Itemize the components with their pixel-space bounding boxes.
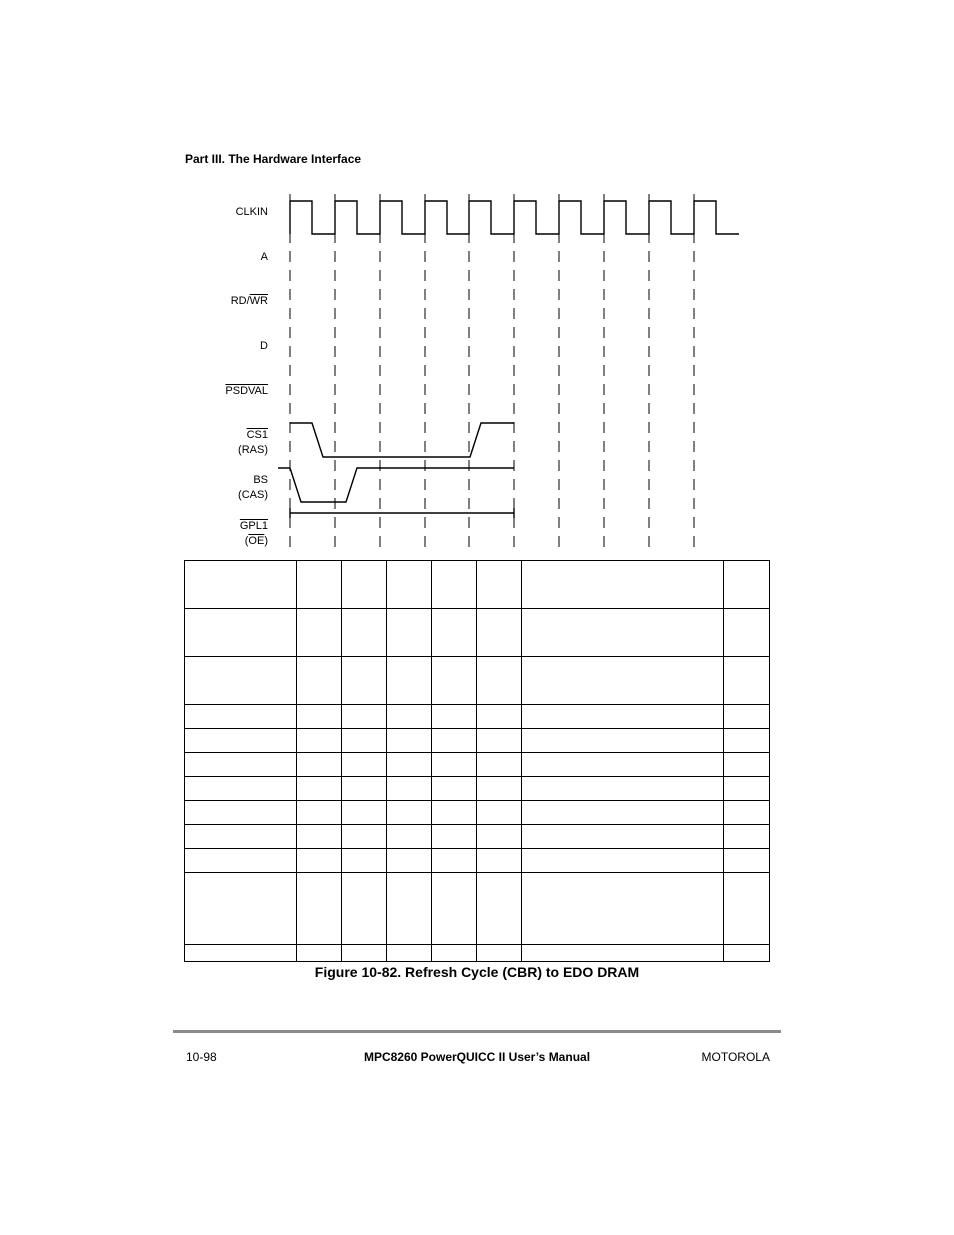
edge-markers (290, 194, 694, 550)
table-cell (477, 609, 522, 657)
figure-caption: Figure 10-82. Refresh Cycle (CBR) to EDO DRAM (314, 964, 640, 980)
table-cell (185, 561, 297, 609)
table-cell (342, 705, 387, 729)
table-cell (297, 873, 342, 945)
table-cell (387, 561, 432, 609)
table-cell (297, 705, 342, 729)
table-row (185, 561, 770, 609)
table-cell (522, 873, 724, 945)
table-cell (477, 849, 522, 873)
table-row (185, 873, 770, 945)
table-cell (432, 873, 477, 945)
table-cell (387, 825, 432, 849)
table-cell (297, 729, 342, 753)
table-cell (387, 729, 432, 753)
table-cell (724, 753, 770, 777)
table-cell (342, 729, 387, 753)
table-row (185, 945, 770, 962)
table-cell (432, 705, 477, 729)
table-cell (432, 753, 477, 777)
table-cell (185, 945, 297, 962)
table-cell (724, 873, 770, 945)
cs1-waveform (290, 423, 514, 457)
table-cell (724, 705, 770, 729)
table-cell (387, 873, 432, 945)
table-cell (342, 657, 387, 705)
bs-waveform (278, 468, 514, 502)
table-cell (297, 945, 342, 962)
signal-label-rd-wr: $RD/\overline{WR}$ (230, 295, 268, 307)
table-cell (432, 945, 477, 962)
table-cell (522, 801, 724, 825)
signal-label-cs1: CS1 (RAS) (238, 429, 268, 456)
table-cell (297, 825, 342, 849)
table-row (185, 801, 770, 825)
table-cell (185, 609, 297, 657)
table-cell (724, 801, 770, 825)
table-cell (522, 609, 724, 657)
table-cell (342, 825, 387, 849)
table-cell (724, 777, 770, 801)
timing-table (184, 560, 770, 962)
table-row (185, 609, 770, 657)
table-cell (297, 561, 342, 609)
table-cell (185, 849, 297, 873)
section-header: Part III. The Hardware Interface (185, 152, 362, 166)
table-cell (185, 825, 297, 849)
signal-label-clkin: CLKIN (235, 206, 268, 218)
page-number: 10-98 (186, 1050, 217, 1064)
signal-label-gpl1: GPL1 $(\overline{OE})$ (239, 520, 268, 547)
table-cell (297, 801, 342, 825)
table-cell (724, 657, 770, 705)
table-cell (477, 945, 522, 962)
timing-diagram (0, 0, 954, 560)
table-cell (185, 753, 297, 777)
table-cell (432, 825, 477, 849)
signal-label-psdval: PSDVAL (225, 385, 268, 397)
table-row (185, 657, 770, 705)
table-cell (297, 849, 342, 873)
table-cell (724, 729, 770, 753)
table-cell (432, 849, 477, 873)
table-cell (297, 657, 342, 705)
table-cell (477, 825, 522, 849)
table-cell (387, 705, 432, 729)
table-cell (477, 561, 522, 609)
footer-rule (173, 1030, 781, 1033)
clkin-waveform (290, 201, 739, 234)
table-cell (297, 753, 342, 777)
table-cell (477, 729, 522, 753)
table-cell (724, 561, 770, 609)
table-cell (185, 777, 297, 801)
table-cell (387, 753, 432, 777)
table-row (185, 705, 770, 729)
manual-title: MPC8260 PowerQUICC II User’s Manual (363, 1050, 591, 1064)
table-cell (477, 753, 522, 777)
table-cell (522, 777, 724, 801)
table-cell (297, 609, 342, 657)
table-cell (522, 753, 724, 777)
table-cell (432, 729, 477, 753)
signal-label-bs: BS (CAS) (238, 474, 268, 501)
table-cell (724, 849, 770, 873)
table-cell (477, 777, 522, 801)
table-cell (342, 753, 387, 777)
table-cell (387, 801, 432, 825)
table-cell (477, 705, 522, 729)
table-cell (522, 657, 724, 705)
table-cell (724, 945, 770, 962)
table-cell (297, 777, 342, 801)
table-cell (185, 657, 297, 705)
table-cell (432, 561, 477, 609)
table-cell (185, 801, 297, 825)
table-cell (724, 825, 770, 849)
table-row (185, 753, 770, 777)
table-cell (477, 873, 522, 945)
table-cell (342, 609, 387, 657)
table-cell (477, 801, 522, 825)
table-cell (522, 705, 724, 729)
table-cell (185, 873, 297, 945)
table-cell (477, 657, 522, 705)
table-cell (387, 777, 432, 801)
table-cell (432, 609, 477, 657)
timing-table-body (185, 561, 770, 962)
table-cell (342, 777, 387, 801)
signal-label-a: A (260, 251, 268, 263)
table-cell (522, 729, 724, 753)
table-row (185, 777, 770, 801)
table-cell (387, 657, 432, 705)
table-cell (387, 609, 432, 657)
table-row (185, 849, 770, 873)
brand-name: MOTOROLA (701, 1050, 770, 1064)
table-cell (342, 873, 387, 945)
table-cell (185, 729, 297, 753)
table-row (185, 729, 770, 753)
table-cell (432, 657, 477, 705)
table-cell (522, 825, 724, 849)
table-cell (387, 849, 432, 873)
table-cell (522, 945, 724, 962)
table-cell (342, 801, 387, 825)
table-cell (522, 849, 724, 873)
table-row (185, 825, 770, 849)
table-cell (522, 561, 724, 609)
table-cell (387, 945, 432, 962)
table-cell (342, 561, 387, 609)
signal-label-d: D (260, 340, 268, 352)
table-cell (185, 705, 297, 729)
table-cell (432, 777, 477, 801)
table-cell (342, 849, 387, 873)
table-cell (432, 801, 477, 825)
table-cell (724, 609, 770, 657)
table-cell (342, 945, 387, 962)
